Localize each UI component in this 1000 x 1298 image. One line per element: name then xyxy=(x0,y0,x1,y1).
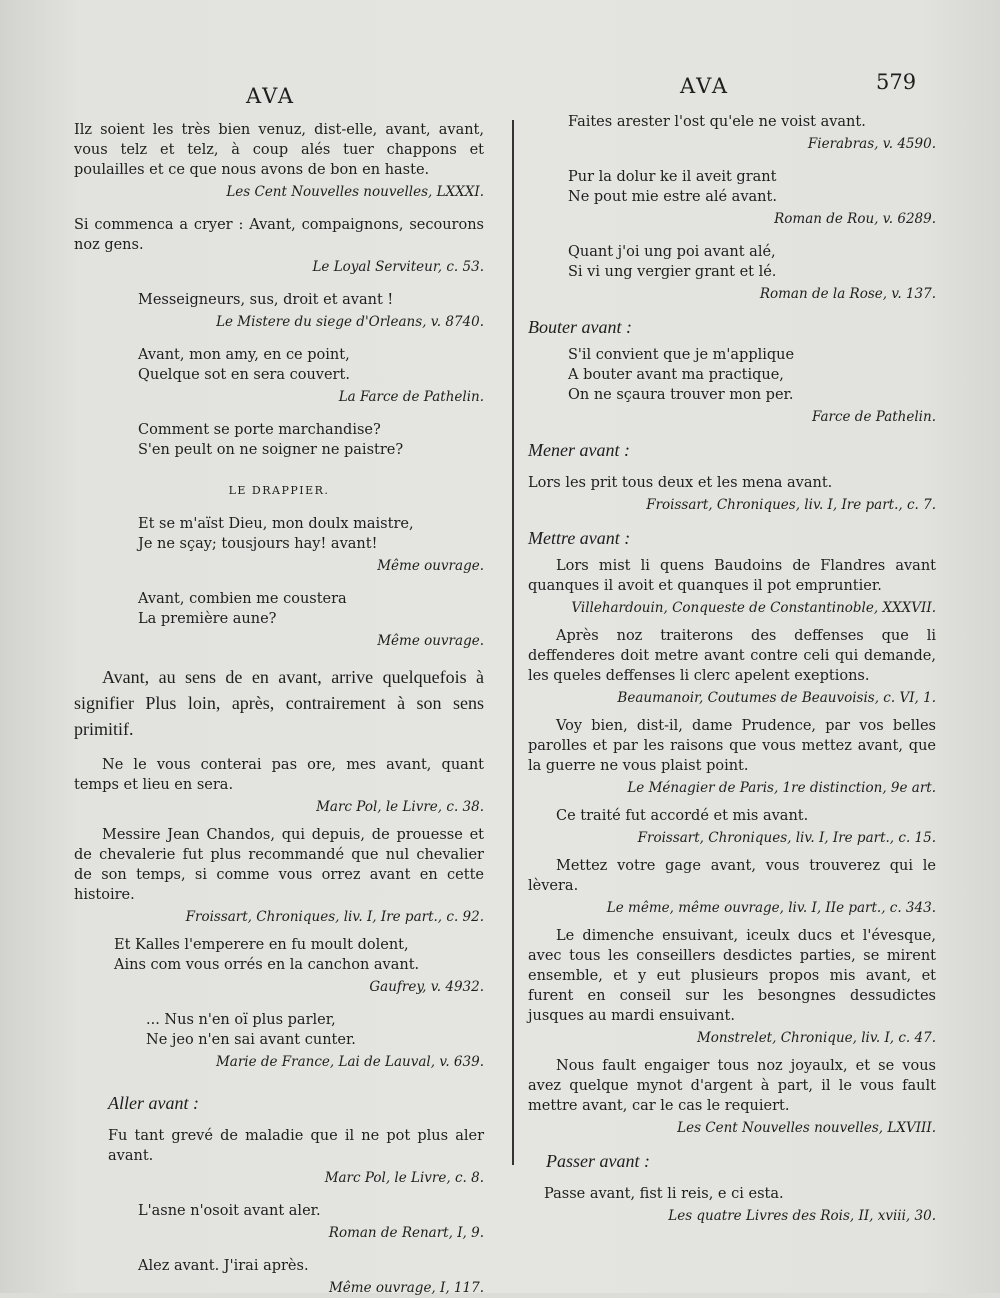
verse-line: Avant, combien me coustera xyxy=(138,591,347,607)
verse-line: S'en peult on ne soigner ne paistre? xyxy=(138,442,404,458)
quotation: Ilz soient les très bien venuz, dist-elle, avant, avant, vous telz et telz, à coup alés tuer chappons et poulailles et ce que nous avons de bon en haste. xyxy=(74,122,484,178)
citation: Même ouvrage. xyxy=(377,633,484,649)
quotation: Nous fault engaiger tous noz joyaulx, et se vous avez quelque mynot d'argent à part, il le vous fault mettre avant, car le cas le requiert. xyxy=(528,1058,936,1114)
quotation: Voy bien, dist-il, dame Prudence, par vos belles parolles et par les raisons que vous mettez avant, que la guerre ne vous plaist point. xyxy=(528,718,936,774)
quotation: Si commenca a cryer : Avant, compaignons, secourons noz gens. xyxy=(74,217,484,253)
quotation: Messire Jean Chandos, qui depuis, de prouesse et de chevalerie fut plus recommandé que nul chevalier de son temps, si comme vous orrez avant en cette histoire. xyxy=(74,827,484,903)
running-head-right: AVA xyxy=(680,74,730,98)
citation: Roman de Renart, I, 9. xyxy=(328,1225,484,1241)
running-head-left: AVA xyxy=(246,84,296,108)
citation: Gaufrey, v. 4932. xyxy=(369,979,484,995)
citation: Le même, même ouvrage, liv. I, IIe part., c. 343. xyxy=(606,900,936,916)
citation: Marc Pol, le Livre, c. 8. xyxy=(324,1170,484,1186)
verse-block xyxy=(528,345,936,405)
citation: Fierabras, v. 4590. xyxy=(807,136,936,152)
verse-line: Et se m'aïst Dieu, mon doulx maistre, xyxy=(138,516,414,532)
citation: Froissart, Chroniques, liv. I, Ire part., c. 92. xyxy=(185,909,484,925)
citation: Froissart, Chroniques, liv. I, Ire part., c. 7. xyxy=(646,497,936,513)
verse-line: S'il convient que je m'applique xyxy=(568,347,795,363)
citation: Monstrelet, Chronique, liv. I, c. 47. xyxy=(696,1030,936,1046)
page-number: 579 xyxy=(876,70,917,94)
citation: Roman de Rou, v. 6289. xyxy=(774,211,936,227)
citation: Froissart, Chroniques, liv. I, Ire part., c. 15. xyxy=(637,830,936,846)
quotation: Passe avant, fist li reis, e ci esta. xyxy=(544,1186,784,1202)
verse-block xyxy=(74,589,484,629)
verse-line: Avant, mon amy, en ce point, xyxy=(138,347,350,363)
verse-line: Et Kalles l'emperere en fu moult dolent, xyxy=(114,937,409,953)
quotation: Lors mist li quens Baudoins de Flandres avant quanques il avoit et quanques il pot empruntier. xyxy=(528,558,936,594)
verse-block xyxy=(74,514,484,554)
definition-paragraph: Avant, au sens de en avant, arrive quelquefois à signifier Plus loin, après, contrairement à son sens primitif. xyxy=(74,667,484,739)
verse-line: La première aune? xyxy=(138,611,277,627)
left-column xyxy=(74,120,484,1298)
verse-line: ... Nus n'en oï plus parler, xyxy=(146,1012,336,1028)
verse-line: Je ne sçay; tousjours hay! avant! xyxy=(138,536,378,552)
citation: La Farce de Pathelin. xyxy=(338,389,484,405)
citation: Le Loyal Serviteur, c. 53. xyxy=(312,259,484,275)
citation: Les quatre Livres des Rois, II, xviii, 30. xyxy=(668,1208,936,1224)
citation: Même ouvrage. xyxy=(377,558,484,574)
citation: Même ouvrage, I, 117. xyxy=(328,1280,484,1296)
verse-line: Pur la dolur ke il aveit grant xyxy=(568,169,777,185)
quotation: Fu tant grevé de maladie que il ne pot plus aler avant. xyxy=(108,1128,484,1164)
verse-block xyxy=(528,167,936,207)
verse-line: Ne pout mie estre alé avant. xyxy=(568,189,777,205)
verse-line: L'asne n'osoit avant aler. xyxy=(138,1203,321,1219)
verse-block xyxy=(528,242,936,282)
citation: Beaumanoir, Coutumes de Beauvoisis, c. VI, 1. xyxy=(617,690,936,706)
verse-line: Quant j'oi ung poi avant alé, xyxy=(568,244,776,260)
verse-line: Quelque sot en sera couvert. xyxy=(138,367,350,383)
speaker-name: LE DRAPPIER. xyxy=(228,484,330,497)
citation: Les Cent Nouvelles nouvelles, LXVIII. xyxy=(677,1120,936,1136)
citation: Marie de France, Lai de Lauval, v. 639. xyxy=(215,1054,484,1070)
verse-line: Ne jeo n'en sai avant cunter. xyxy=(146,1032,356,1048)
right-column xyxy=(528,112,936,1226)
subheading: Mener avant : xyxy=(528,440,630,460)
verse-line: Ains com vous orrés en la canchon avant. xyxy=(114,957,420,973)
verse-line: Lors les prit tous deux et les mena avant. xyxy=(528,475,833,491)
verse-block xyxy=(74,420,484,460)
citation: Les Cent Nouvelles nouvelles, LXXXI. xyxy=(226,184,484,200)
citation: Roman de la Rose, v. 137. xyxy=(759,286,936,302)
subheading: Bouter avant : xyxy=(528,317,632,337)
verse-line: Comment se porte marchandise? xyxy=(138,422,381,438)
quotation: Ne le vous conterai pas ore, mes avant, quant temps et lieu en sera. xyxy=(74,757,484,793)
verse-line: Faites arester l'ost qu'ele ne voist avant. xyxy=(568,114,866,130)
verse-line: On ne sçaura trouver mon per. xyxy=(568,387,794,403)
verse-block xyxy=(74,935,484,975)
subheading: Aller avant : xyxy=(108,1093,199,1113)
citation: Farce de Pathelin. xyxy=(812,409,936,425)
quotation: Ce traité fut accordé et mis avant. xyxy=(556,808,809,824)
subheading: Passer avant : xyxy=(546,1151,650,1171)
citation: Marc Pol, le Livre, c. 38. xyxy=(316,799,484,815)
quotation: Le dimenche ensuivant, iceulx ducs et l'évesque, avec tous les conseillers desdictes parties, se mirent ensemble, et y eut plusieurs propos mis avant, et furent en conseil sur les besongnes dessudictes jusques au mardi ensuivant. xyxy=(528,928,936,1024)
column-divider xyxy=(512,120,514,1165)
verse-block xyxy=(74,345,484,385)
quotation: Après noz traiterons des deffenses que li deffenderes doit metre avant contre celi qui demande, les queles deffenses li clerc apelent exeptions. xyxy=(528,628,936,684)
citation: Le Ménagier de Paris, 1re distinction, 9e art. xyxy=(627,780,936,796)
citation: Le Mistere du siege d'Orleans, v. 8740. xyxy=(216,314,484,330)
quotation: Mettez votre gage avant, vous trouverez qui le lèvera. xyxy=(528,858,936,894)
citation: Villehardouin, Conqueste de Constantinoble, XXXVII. xyxy=(571,600,936,616)
verse-block xyxy=(74,1010,484,1050)
verse-line: Alez avant. J'irai après. xyxy=(138,1258,309,1274)
verse-line: Si vi ung vergier grant et lé. xyxy=(568,264,777,280)
verse-line: Messeigneurs, sus, droit et avant ! xyxy=(138,292,394,308)
verse-line: A bouter avant ma practique, xyxy=(568,367,784,383)
subheading: Mettre avant : xyxy=(528,528,631,548)
